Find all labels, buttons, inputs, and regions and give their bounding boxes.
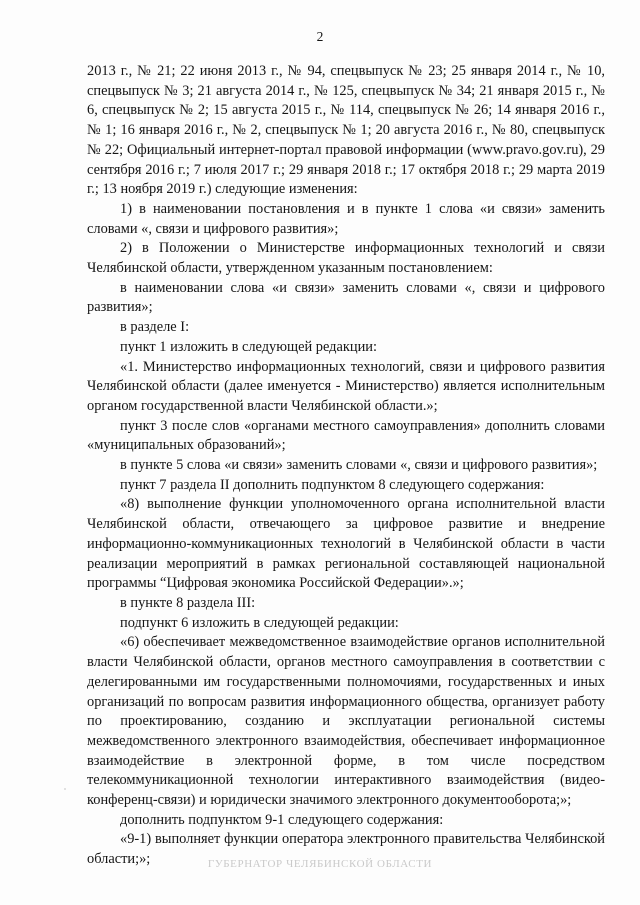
paragraph: в пункте 8 раздела III: (120, 594, 256, 611)
paragraph: пункт 7 раздела II дополнить подпунктом 8 следующего содержания: (120, 476, 545, 493)
footer-stamp: ГУБЕРНАТОР ЧЕЛЯБИНСКОЙ ОБЛАСТИ (207, 858, 433, 870)
paragraph: 2) в Положении о Министерстве информационных технологий и связи Челябинской области, утвержденном указанным постановлением: (87, 240, 605, 277)
paragraph: в разделе I: (120, 319, 190, 336)
paragraph: пункт 3 после слов «органами местного самоуправления» дополнить словами «муниципальных образований»; (87, 417, 605, 454)
paragraph: «6) обеспечивает межведомственное взаимодействие органов исполнительной власти Челябинской области, органов местного самоуправления в соответствии с делегированными им государственными полномочиями, государственных и иных организаций по вопросам развития информационного общества, организует работу по проектированию, созданию и эксплуатации региональной системы межведомственного электронного взаимодействия, обеспечивает информационное взаимодействие в электронной форме, в том числе посредством телекоммуникационной технологии интерактивного взаимодействия (видео-конференц-связи) и юридически значимого электронного документооборота;»; (87, 634, 605, 809)
paragraph: подпункт 6 изложить в следующей редакции: (120, 614, 399, 631)
paragraph: в наименовании слова «и связи» заменить словами «, связи и цифрового развития»; (87, 279, 605, 316)
page-number: 2 (316, 29, 324, 44)
scan-artifact (64, 788, 66, 790)
paragraph: пункт 1 изложить в следующей редакции: (120, 338, 377, 355)
paragraph: «1. Министерство информационных технологий, связи и цифрового развития Челябинской области (далее именуется - Министерство) является исполнительным органом государственной власти Челябинской области.»; (87, 358, 605, 414)
paragraph: «9-1) выполняет функции оператора электронного правительства Челябинской области;»; (87, 831, 605, 868)
paragraph: «8) выполнение функции уполномоченного органа исполнительной власти Челябинской области, отвечающего за цифровое развитие и внедрение информационно-коммуникационных технологий в Челябинской области в части реализации мероприятий в рамках региональной составляющей национальной программы “Цифровая экономика Российской Федерации».»; (87, 496, 605, 592)
paragraph: 1) в наименовании постановления и в пункте 1 слова «и связи» заменить словами «, связи и цифрового развития»; (87, 200, 605, 237)
paragraph: 2013 г., № 21; 22 июня 2013 г., № 94, спецвыпуск № 23; 25 января 2014 г., № 10, спецвыпуск № 3; 21 августа 2014 г., № 125, спецвыпуск № 34; 21 января 2015 г., № 6, спецвыпуск № 2; 15 августа 2015 г., № 114, спецвыпуск № 26; 14 января 2016 г., № 1; 16 января 2016 г., № 2, спецвыпуск № 1; 20 августа 2016 г., № 80, спецвыпуск № 22; Официальный интернет-портал правовой информации (www.pravo.gov.ru), 29 сентября 2016 г.; 7 июля 2017 г.; 29 января 2018 г.; 17 октября 2018 г.; 29 марта 2019 г.; 13 ноября 2019 г.) следующие изменения: (87, 63, 605, 198)
paragraph: в пункте 5 слова «и связи» заменить словами «, связи и цифрового развития»; (120, 457, 598, 474)
paragraph: дополнить подпунктом 9-1 следующего содержания: (120, 811, 444, 828)
document-body (87, 62, 605, 870)
